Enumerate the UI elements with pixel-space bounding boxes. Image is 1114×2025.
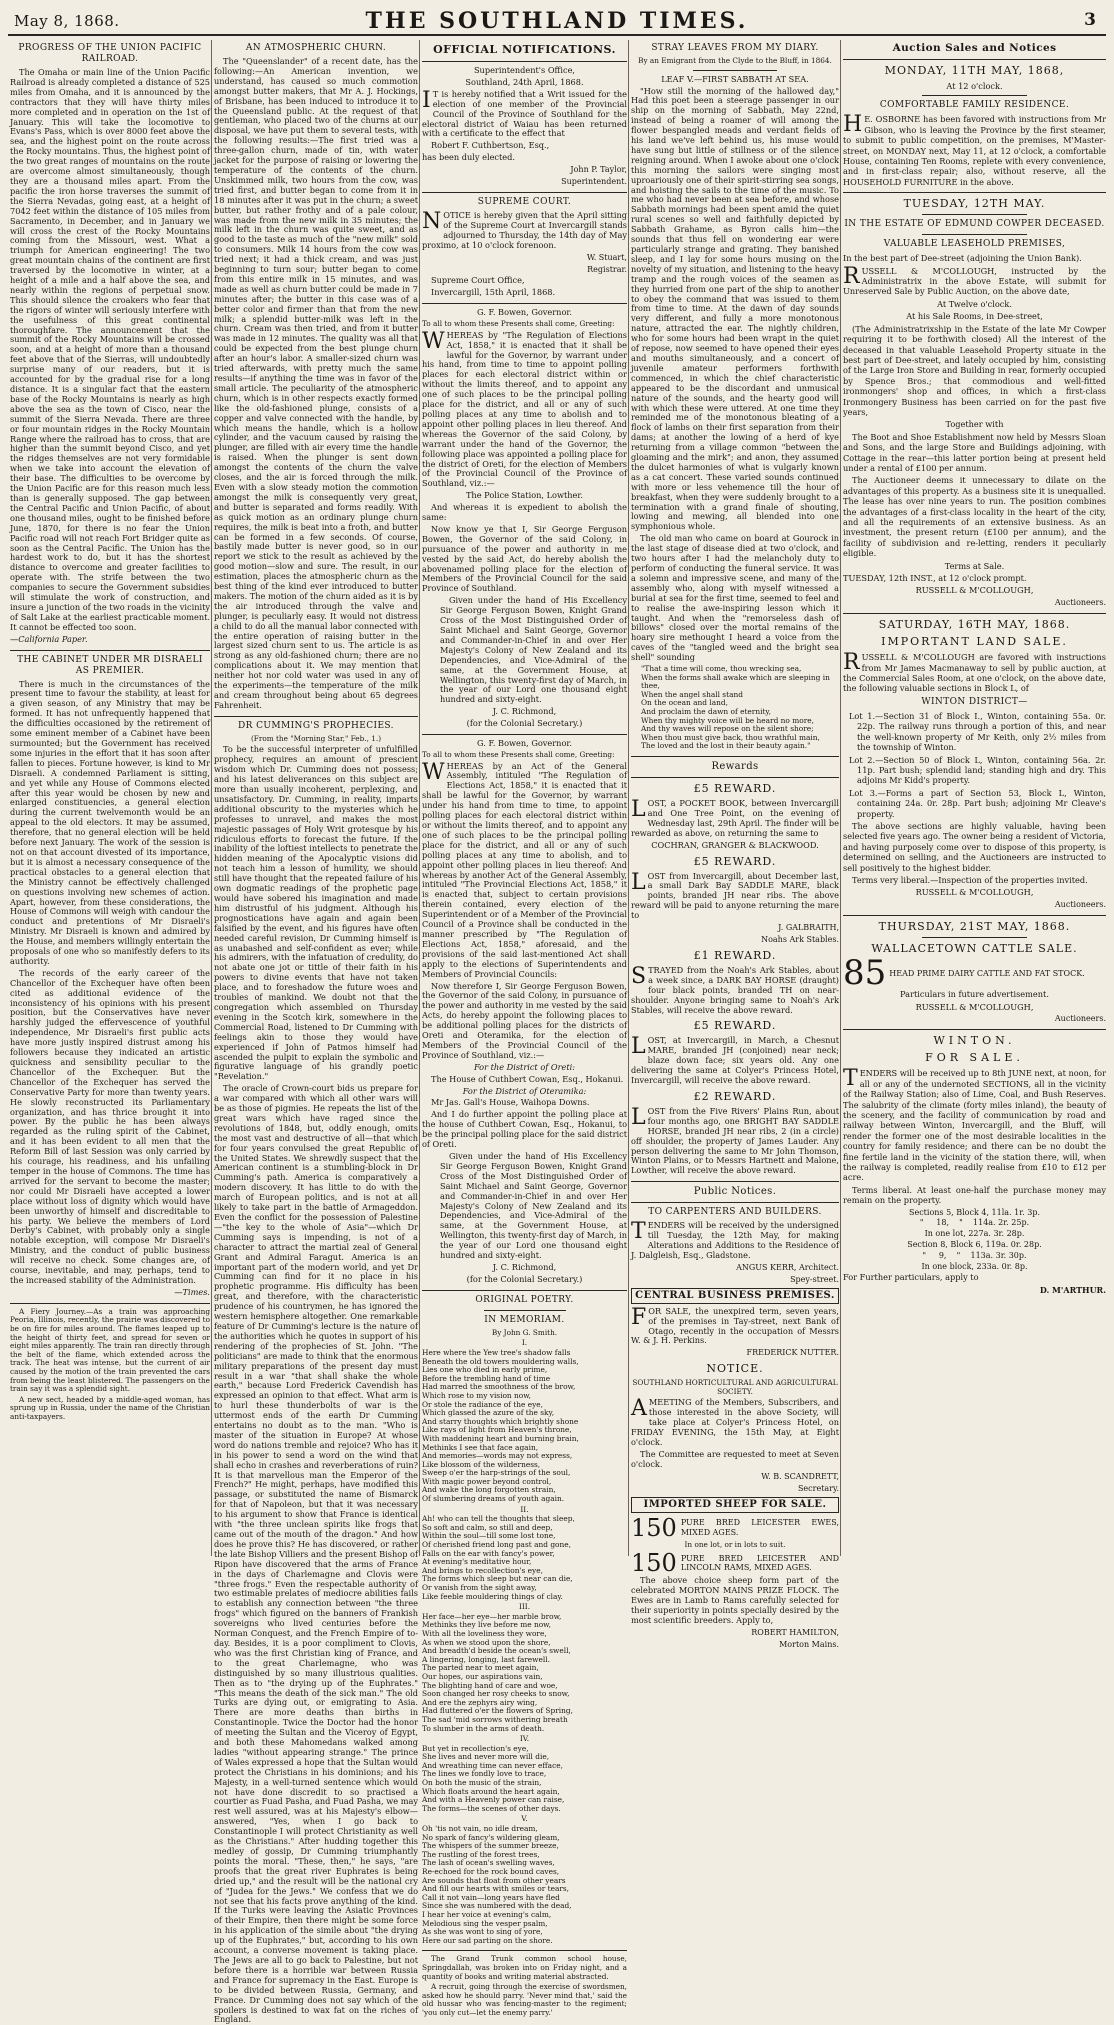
article-title: DR CUMMING'S PROPHECIES. — [238, 720, 394, 731]
lot-count: 150 — [631, 1513, 677, 1542]
auction-venue: At his Sale Rooms, in Dee-street, — [906, 311, 1043, 322]
auction-text: The Boot and Shoe Establishment now held by Messrs Sloan and Sons, and the large Store and Buildings adjoining, with Cottage in the rear—this latter portion being at present held under a rental of £100 per annum. — [843, 431, 1106, 473]
stanza-text: Here where the Yew tree's shadow falls Beneath the old towers mouldering walls, Lies one who died in early prime, Before the trembling hand of time Had marred the smoothness of the brow, Which rose to my vision now, Or stole the radiance of the eye, Which glassed the azure of the sky, And starry thoughts which brightly shone Like rays of light from Heaven's throne, With maddening heart and burning brain, Methinks I see that face again, And memories—words may not express, Like blossom of the wilderness, Sweep o'er the harp-strings of the soul, With magic power beyond control, And wake the long forgotten strain, Of slumbering dreams of youth again. — [422, 1347, 579, 1504]
stanza-number: III. — [518, 1602, 531, 1612]
reward-text: TRAYED from the Noah's Ark Stables, about a week since, a DARK BAY HORSE (draught) four black points, branded TH on near-shoulder. Anyone bringing same to Noah's Ark Stables, will receive the above reward. — [631, 964, 839, 1015]
notice-text: OTICE is hereby given that the April sitting of the Supreme Court at Invercargill stands adjourned to Thursday, the 14th day of May proximo, at 10 o'clock forenoon. — [422, 209, 627, 250]
divider — [10, 650, 210, 651]
news-paragraph: The Grand Trunk common school house, Springdallah, was broken into on Friday night, and a quantity of books and writing material abstracted. — [422, 1954, 627, 1981]
auction-time: At 12 o'clock. — [946, 81, 1003, 91]
auction-text: (The Administratrixship in the Estate of the late Mr Cowper requiring it to be forthwith closed) All the interest of the deceased in that valuable Leasehold Property situate in the best part of Dee-street, and lately occupied by him, consisting of the Large Iron Store and Building in rear, formerly occupied by Spence Bros.; that commodious and well-fitted ironmongers' shop and offices, in which a first-class Ironmongery Business has been carried on for the past five years, — [843, 323, 1106, 417]
signature: John P. Taylor, — [570, 165, 627, 175]
issue-date: May 8, 1868. — [14, 12, 120, 30]
notice-text: T is hereby notified that a Writ issued for the election of one member of the Provincial Council of the Province of Southland for the electoral district of Waiau has been returned with a certificate to the effect that — [422, 88, 627, 139]
section-entry: In one block, 233a. 0r. 8p. — [921, 1261, 1028, 1271]
article-paragraph: There is much in the circumstances of the present time to favour the stability, at least for a given season, of any Ministry that may be formed. It has not unfrequently happened that the difficulties occasioned by the retirement of some eminent member of a Cabinet have been surmounted; but the Government has received some injuries in the effort that it has soon after fallen to pieces. Fortune however, is kind to Mr Disraeli. A condemned Parliament is sitting, and yet while any House of Commons elected after this year would be chosen by new and enlarged constituencies, a general election during the current twelvemonth would be an appeal to the old electors. It may be assumed, therefore, that no general election will be held before next January. The work of the session is not on that account divested of its importance, but it is almost a necessary consequence of the practical obstacles to a general election that the Ministry cannot be effectively challenged on questions involving new schemes of action. Apart, however, from these considerations, the House of Commons will weigh with candour the conduct and pretentions of Mr Disraeli's Ministry. Mr Disraeli is known and admired by the House, and members willingly entertain the proposals of one who so manifestly defers to its authority. — [10, 678, 210, 966]
proclamation-text: Now know ye that I, Sir George Ferguson Bowen, the Governor of the said Colony, in pursuance of the power and authority in me vested by the said Act, do hereby abolish the abovenamed polling place for the election of Members of the Provincial Council for the said Province of Southland. — [422, 523, 627, 594]
divider — [631, 777, 839, 778]
drop-cap: I — [422, 87, 431, 113]
column-3 — [422, 40, 627, 2017]
drop-cap: A — [631, 1396, 647, 1422]
section-entry: In one lot, 227a. 3r. 28p. — [924, 1229, 1025, 1239]
divider — [843, 613, 1106, 614]
notice-name: Robert F. Cuthbertson, Esq., — [431, 140, 550, 151]
column-5 — [843, 40, 1106, 1556]
auction-heading: COMFORTABLE FAMILY RESIDENCE. — [879, 100, 1070, 111]
column-1 — [10, 40, 210, 1556]
column-4 — [631, 40, 839, 1649]
auction-text: For Further particulars, apply to — [843, 1272, 979, 1283]
signature: ANGUS KERR, Architect. — [736, 1262, 839, 1272]
reward-text: OST from the Five Rivers' Plains Run, about four months ago, one BRIGHT BAY SADDLE HORSE, branded JH near ribs, 2 (in a circle) off shoulder, the property of James Lauder. Any person delivering the same to Mr John Thomson, Winton Plains, or to Messrs Hartnett and Malone, Lowther, will receive the above reward. — [631, 1105, 839, 1176]
polling-place: Mr Jas. Gall's House, Waihopa Downs. — [431, 1097, 590, 1108]
stanza-text: But yet in recollection's eye, She lives and never more will die, And wreathing time can never efface, The lines we fondly love to trace, On both the music of the strain, Which floats around the heart again, And with a Heavenly power can raise, The forms—the scenes of other days. — [422, 1743, 565, 1813]
newspaper-title: THE SOUTHLAND TIMES. — [365, 8, 749, 34]
notice-subtitle: SOUTHLAND HORTICULTURAL AND AGRICULTURAL SOCIETY. — [632, 1378, 838, 1396]
proclamation-text: HEREAS by an Act of the General Assembly, intituled "The Regulation of Elections Act, 1858," it is enacted that it shall be lawful for the Governor, by warrant under his hand from time to time, to appoint polling places for each electoral district within or without the limits thereof, and to appoint any one of such places to be the principal polling place for the district, and all or any of such polling places at any time to abolish, and to appoint other polling places in lieu thereof: And whereas by another Act of the General Assembly, intituled "The Provincial Elections Act, 1858," it is enacted that, subject to certain provisions therein contained, every election of the Superintendent or of a Member of the Provincial Council of a Province shall be conducted in the manner prescribed by "The Regulation of Elections Act, 1858," aforesaid, and the provisions of the said last-mentioned Act shall apply to the elections of Superintendents and Members of Provincial Councils: — [422, 760, 627, 979]
auctioneer-name: RUSSELL & M'COLLOUGH, — [915, 887, 1034, 898]
notice-office: Supreme Court Office, — [431, 275, 525, 286]
stanza-text: Her face—her eye—her marble brow, Methinks they live before me now, With all the loveliness they wore, As when we stood upon the shore, And breadth'd beside the ocean's swell, A lingering, longing, last farewell. The parted near to meet again, Our hopes, our aspirations vain, The blighting hand of care and woe, Soon changed her rosy cheeks to snow, And ere the zephyrs airy wing, Had fluttered o'er the flowers of Spring, The sad 'mid sorrows withering breath To slumber in the arms of death. — [422, 1611, 573, 1733]
signature-title: (for the Colonial Secretary.) — [466, 718, 583, 729]
drop-cap: L — [631, 1034, 646, 1060]
article-paragraph: The records of the early career of the Chancellor of the Exchequer have often been cited as additional evidence of the inconsistency of his opinions with his present position, but the Conservatives have never harshly judged the effervescence of youthful independence, Mr Disraeli's first public acts have more justly inspired distrust among his followers because they indicated an artistic quickness and sensibility peculiar to the Chancellor of the Exchequer. But the Chancellor of the Exchequer has served the Conservative Party for more than twenty years. He slowly reconstructed its Parliamentary organization, and has thrice brought it into power. By the public he has been always regarded as the ruling spirit of the Cabinet, and it has been evident to all men that the Reform Bill of last Session was only carried by his courage, his readiness, and his unfailing temper in the house of Commons. The time has arrived for the servant to become the master; nor could Mr Disraeli have accepted a lower place without loss of dignity which would have been unworthy of himself and discreditable to his party. We believe the members of Lord Derby's Cabinet, with probably only a single notable exception, will compose Mr Disraeli's Ministry, and the conduct of public business will receive no check. Some changes are, of course, inevitable, and may, perhaps, tend to the increased stability of the Administration. — [10, 967, 210, 1285]
signature: D. M'ARTHUR. — [1039, 1284, 1106, 1295]
auction-time: At Twelve o'clock. — [937, 298, 1012, 309]
drop-cap: N — [422, 208, 442, 234]
column-2 — [214, 40, 419, 2025]
auction-heading: WINTON. — [933, 1034, 1016, 1048]
notice-text: MEETING of the Members, Subscribers, and those interested in the above Society, will take place at Colyer's Princess Hotel, on FRIDAY EVENING, the 15th May, at Eight o'clock. — [631, 1397, 839, 1448]
page-number: 3 — [1084, 10, 1096, 30]
divider — [631, 1202, 839, 1203]
signature: COCHRAN, GRANGER & BLACKWOOD. — [651, 839, 819, 850]
lot-description: PURE BRED LEICESTER AND LINCOLN RAMS, MIXED AGES. — [680, 1553, 839, 1573]
reward-amount: £5 REWARD. — [693, 782, 777, 795]
signature: W. Stuart, — [586, 252, 627, 262]
drop-cap: H — [843, 112, 863, 138]
notice-office: Superintendent's Office, — [473, 65, 576, 75]
proclamation-given: Given under the hand of His Excellency Sir George Ferguson Bowen, Knight Grand Cross of the Most Distinguished Order of Saint Michael and Saint George, Governor and Commander-in-Chief in and over Her Majesty's Colony of New Zealand and its Dependencies, and Vice-Admiral of the same, at the Government House, at Wellington, this twenty-first day of March, in the year of our Lord one thousand eight hundred and sixty-eight. — [440, 1151, 627, 1261]
masthead — [8, 6, 1106, 36]
drop-cap: R — [843, 263, 860, 289]
auction-date: MONDAY, 11TH MAY, 1868, — [884, 64, 1065, 77]
column-divider — [419, 40, 420, 1556]
notice-text: The Committee are requested to meet at Seven o'clock. — [631, 1448, 839, 1469]
signature-title: Superintendent. — [561, 177, 627, 187]
column-divider — [628, 40, 629, 1556]
auction-text: Together with — [945, 419, 1004, 430]
land-lot: Lot 3.—Forms a part of Section 53, Block L, Winton, containing 24a. 0r. 28p. Part bush; adjoining Mr Cleave's property. — [849, 787, 1106, 819]
divider — [422, 192, 627, 193]
lot-description: PURE BRED LEICESTER EWES, MIXED AGES. — [680, 1518, 839, 1537]
section-title: Public Notices. — [693, 1186, 777, 1198]
auctioneer-title: Auctioneers. — [1054, 1014, 1106, 1023]
stanza-text: Ah! who can tell the thoughts that sleep, So soft and calm, so still and deep, Within the soul—till some lost tone, Of cherished friend long past and gone, Falls on the ear with fancy's power, At evening's meditative hour, And brings to recollection's eye, The forms which sleep but near can die, Or vanish from the sight away, Like feeble mouldering things of clay. — [422, 1514, 575, 1601]
land-lot: Lot 1.—Section 31 of Block I., Winton, containing 55a. 0r. 22p. The railway runs through a portion of this, and near the well-known property of Mr Keith, only 2½ miles from the township of Winton. — [849, 710, 1106, 753]
section-entry: " 18, " 114a. 2r. 25p. — [919, 1218, 1030, 1228]
proclamation-greeting: To all to whom these Presents shall come, Greeting: — [422, 319, 615, 329]
article-paragraph: The old man who came on board at Gourock in the last stage of disease died at two o'clock, and two hours after I had the melancholy duty to perform of conducting the funeral service. It was a solemn and impressive scene, and many of the assembly who, along with myself witnessed a burial at sea for the first time, seemed to feel and to realise the awe-inspiring lesson which it taught. And when the "remorseless dash of billows" closed over the mortal remains of the hoary sire methought I heard a voice from the caves of the "tangled weed and the bright sea shell" sounding — [631, 533, 839, 663]
signature: J. C. Richmond, — [492, 1261, 557, 1272]
auction-text: The Auctioneer deems it unnecessary to dilate on the advantages of this property. As a business site it is unequalled. The lease has over nine years to run. The position combines the advantages of a first-class locality in the heart of the city, and all the requirements of an extensive business. As an investment, the present return (£100 per annum), and the facility of subdivision and re-letting, renders it peculiarly eligible. — [843, 475, 1106, 559]
proclamation-greeting: To all to whom these Presents shall come, Greeting: — [422, 749, 615, 759]
drop-cap: W — [422, 759, 445, 785]
article-paragraph: The Omaha or main line of the Union Pacific Railroad is already completed a distance of 525 miles from Omaha, and it is announced by the contractors that they will have thirty miles more completed and in operation on the 1st of January. This will take the locomotive to Evans's Pass, which is over 8000 feet above the sea, and the highest point on the route across the Rocky mountains. Thus, the highest point of the two great ranges of mountains on the route are overcome almost simultaneously, though they are a thousand miles apart. From the pacific the iron horse traverses the summit of the Sierra Nevadas, going east, at a height of 7042 feet within the distance of 105 miles from Sacramento, in December, and in January we will cross the crest of the Rocky Mountains coming from the Missouri, west. What a triumph for American engineering! The two great mountain chains of the continent are first traversed by the locomotive in winter, at a height of a mile and a half above the sea, and nearly within the regions of perpetual snow. This should silence the croakers who fear that the rigors of winter will seriously interfere with the usefulness of this great continental thoroughfare. The announcement that the summit of the Rocky Mountains will be crossed soon, and at a height of more than a thousand feet above that of the Sierras, will undoubtedly surprise many of our readers, but it is accounted for by the gradual rise for a long distance. It is a singular fact that the eastern base of the Rocky Mountains is nearly as high above the sea as the town of Cisco, near the summit of the Sierra Nevada. There are three or four mountain ridges in the Rocky Mountain Range where the railroad has to cross, that are higher than the summit beyond Cisco, and yet the ridges themselves are not very formidable when we take into account the elevation of their base. The difficulties to be overcome by the Union Pacific are for this reason much less than is generally supposed. The gap between the Central Pacific and Union Pacific, of about one thousand miles, ought to be finished before June, 1870, for there is no fear the Union Pacific road will not reach Fort Bridger quite as soon as the Central Pacific. The Union has the hardest work to do, but it has the shortest distance to overcome and greater facilities to operate with. The strife between the two companies to secure the Government subsidies will stimulate the work of construction, and insure a junction of the two roads in the vicinity of Salt Lake at the earliest practicable moment. It cannot be effected too soon. — [10, 67, 210, 632]
divider — [843, 915, 1106, 916]
notice-title: TO CARPENTERS AND BUILDERS. — [648, 1207, 822, 1218]
divider — [922, 937, 1027, 938]
drop-cap: T — [843, 1066, 858, 1092]
drop-cap: R — [843, 650, 860, 676]
sheep-lot — [631, 1513, 839, 1542]
auction-terms: Terms liberal. At least one-half the purchase money may remain on the property. — [843, 1184, 1106, 1206]
section-entry: Sections 5, Block 4, 11la. 1r. 3p. — [908, 1207, 1041, 1217]
notice-text: The above choice sheep form part of the celebrated MORTON MAINS PRIZE FLOCK. The Ewes are in Lamb to Rams carefully selected for their superiority in points specially desired by the most scientific breeders. Apply to, — [631, 1575, 839, 1625]
drop-cap: L — [631, 797, 646, 822]
notice-title: SUPREME COURT. — [477, 196, 572, 207]
stanza-number: I. — [521, 1338, 528, 1348]
auctioneer-title: Auctioneers. — [1054, 597, 1106, 607]
auction-text: In the best part of Dee-street (adjoining the Union Bank). — [843, 253, 1082, 264]
drop-cap: T — [631, 1219, 646, 1245]
reward-amount: £1 REWARD. — [693, 948, 777, 962]
notice-text: ENDERS will be received by the undersigned till Tuesday, the 12th May, for making Alterations and Additions to the Residence of J. Dalgleish, Esq., Gladstone. — [631, 1220, 839, 1260]
notice-text: OR SALE, the unexpired term, seven years, of the premises in Tay-street, next Bank of Otago, recently in the occupation of Messrs W. & J. H. Perkins. — [631, 1305, 839, 1346]
notice-date: Invercargill, 15th April, 1868. — [431, 287, 556, 298]
stanza-number: II. — [520, 1504, 529, 1514]
auction-text: The above sections are highly valuable, having been selected five years ago. The owner being a resident of Victoria, and having purposely come over to dispose of this property, is determined on selling, and the Auctioneers are instructed to sell positively to the highest bidder. — [843, 820, 1106, 873]
reward-text: OST, at Invercargill, in March, a Chesnut MARE, branded JH (conjoined) near neck; blaze down face; six years old. Any one delivering the same at Colyer's Princess Hotel, Invercargill, will receive the above reward. — [631, 1035, 839, 1086]
divider — [631, 1181, 839, 1182]
notice-text: has been duly elected. — [422, 152, 516, 163]
divider — [631, 756, 839, 757]
auction-heading: IMPORTANT LAND SALE. — [881, 635, 1068, 649]
auction-heading: WINTON DISTRICT— — [921, 696, 1028, 707]
auction-heading: FOR SALE. — [925, 1051, 1024, 1065]
article-paragraph: "How still the morning of the hallowed day," Had this poet been a steerage passenger in our ship on the morning of Sabbath, May 22nd, instead of being a roamer of will among the flower bespangled meads and verdant fields of his land we've left behind us, his muse would have sung but little of stillness or of the silence reigning around. When I awoke about one o'clock this morning the sailors were singing most uproariously one of their spirit-stirring sea songs, and hoisting the sails to the time of the music. To me who had never been at sea before, and whose Sabbath mornings had been spent amid the quiet rural scenes so well and faithfully depicted by Sabbath Grahame, as Byron calls him—the sounds that thus fell on wondering ear were particularly strange and grating. They banished sleep, and I lay for some hours musing on the novelty of my situation, and listening to the heavy tramp and the rough voices of the seamen as they hurried from one part of the ship to another to obey the command that was issued to them from time to time. At the dawn of day sounds very different, and fully a more monotonous nature, attracted the ear. The nightly children, who for some hours had been wrapt in the quiet of repose, now seemed to have opened their eyes and mouths simultaneously, and a concert of juvenile amateur performers forthwith commenced, in which the chief characteristic appeared to be the discordant and unmusical nature of the sounds, and the hearty good will with which these were uttered. At one time they reminded me of the monotonous bleating of a flock of lambs on their first separation from their dams; at another the lowing of a herd of kye returning from a village common "between the gloaming and the mirk"; and anon, they assumed the dulcet harmonies of what is vulgarly known as a cat concert. These varied sounds continued with more or less vehemence till the hour of breakfast, when they were suddenly brought to a termination with a grand finale of shouting, lowing and mewing, all blended into one symphonious whole. — [631, 85, 839, 532]
divider — [422, 61, 627, 62]
divider — [484, 1310, 566, 1311]
article-paragraph: The oracle of Crown-court bids us prepare for a war compared with which all other wars will be as those of pigmies. He repeats the list of the great wars which have raged since the revolutions of 1848, but, oddly enough, omits the most vast and destructive of all—that which for four years convulsed the great Republic of the United States. We shrewdly suspect that the American continent is a stumbling-block in Dr Cumming's path. America is comparatively a modern discovery. It has little to do with the march of European politics, and is not at all likely to take part in the battle of Armageddon. Even the conflict for the possession of Palestine—"the key to the whole of Asia"—which Dr Cumming says is impending, is not of a character to attract the martial zeal of General Grant and Admiral Faragut. America is an important part of the modern world, and yet Dr Cumming can find for it no place in his prophetic programme. His difficulty has been great, and therefore, with the characteristic prudence of his countrymen, he has ignored the western hemisphere altogether. One remarkable feature of Dr Cumming's lecture is the nature of the authorities which he quotes in support of his rendering of the prophecies of St. John. "The politicians" are made to think that the enormous military preparations of the present day must result in a war "that shall shake the whole earth," because Lord Frederick Cavendish has expressed an opinion to that effect. What arm is to hurl these thunderbolts of war is the uttermost ends of the earth Dr Cumming entertains no doubt as to the man. "Who is master of the situation in Europe? At whose word do nations tremble and rejoice? Who has it in his power to send a word on the wind that shall echo in crashes and reverberations of ruin? It is that marvellous man the Emperor of the French?" He might, perhaps, have modified this passage, or substituted the name of Bismarck for that of Napoleon, but that it was necessary to his argument to show that France is identical with "the three unclean spirits like frogs that came out of the mouth of the dragon." And how does he prove this? He has discovered, or rather the late Bishop Villiers and the present Bishop of Ripon have discovered that the arms of France in the days of Charlemagne and Clovis were "three frogs." Even the respectable authority of two estimable prelates of mediocre abilities fails to establish any connection between "the three frogs" which figured on the banners of Frankish sovereigns who lived centuries before the Norman Conquest, and the French Empire of to-day. Besides, it is a poor compliment to Clovis, who was the first Christian king of France, and to the great Charlemagne, who was distinguished by so many illustrious qualities. Then as to "the drying up of the Euphrates." "This means the death of the sick man." The old Turks are dying out, or emigrating to Asia. There are more deaths than births in Constantinople. Twice the Doctor had the honor of meeting the Sultan and the Viceroy of Egypt, and both these Mahomedans walked among ladies "without appearing strange." The prince of Wales expressed a hope that the Sultan would protect the Christians in his dominions; and his Majesty, in a well-turned sentence which would not have done discredit to so practised a courtier as Fuad Pasha, and Fuad Pasha, we may rest well assured, was at his Majesty's elbow—answered, "Yes, when I go back to Constantinople I will protect Christianity as well as the Christians." After hudding together this medley of gossip, Dr Cumming triumphantly points the moral. "These, then," he says, "are proofs that the great river Euphrates is being dried up," and the result will be the national cry of "Judea for the Jews." We confess that we do not see that his facts prove anything of the kind. If the Turks were leaving the Asiatic Provinces of their Empire, then there might be some force in his application of the simile about "the drying up of the Euphrates," but, according to his own account, a converse movement is taking place. The Jews are all to go back to Palestine, but not before there is a horrible war between Russia and France for supremacy in the East. Europe is to be divided between Russia, Germany, and France. Dr Cumming does not say which of the spoilers is destined to wax fat on the riches of England. — [214, 1083, 419, 2025]
signature: W. B. SCANDRETT, — [761, 1471, 839, 1481]
divider — [422, 1950, 627, 1951]
auction-text: USSELL & M'COLLOUGH, instructed by the Administratrix in the above Estate, will submit for Unreserved Sale by Public Auction, on the above date, — [843, 265, 1106, 297]
reward-amount: £5 REWARD. — [693, 1019, 777, 1033]
divider — [843, 59, 1106, 60]
section-list — [843, 1208, 1106, 1273]
signature: FREDERICK NUTTER. — [746, 1348, 839, 1358]
proclamation-given: Given under the hand of His Excellency Sir George Ferguson Bowen, Knight Grand Cross of the Most Distinguished Order of Saint Michael and Saint George, Governor and Commander-in-Chief in and over Her Majesty's Colony of New Zealand and its Dependencies, and Vice-Admiral of the same, at the Government House, at Wellington, this twenty-first day of March, in the year of our Lord one thousand eight hundred and sixty-eight. — [440, 595, 627, 705]
stanza-number: V. — [521, 1814, 528, 1824]
lot-description: HEAD PRIME DAIRY CATTLE AND FAT STOCK. — [889, 968, 1085, 978]
signature-title: Spey-street. — [790, 1274, 839, 1284]
divider — [922, 234, 1027, 235]
article-title: THE CABINET UNDER MR DISRAELI AS PREMIER. — [17, 654, 203, 676]
section-entry: Section 8, Block 6, 119a. 0r. 28p. — [907, 1240, 1042, 1250]
article-title: AN ATMOSPHERIC CHURN. — [245, 43, 387, 53]
article-byline: By an Emigrant from the Clyde to the Bluff, in 1864. — [638, 56, 832, 65]
signature-title: Noahs Ark Stables. — [761, 934, 839, 944]
news-paragraph: A Fiery Journey.—As a train was approaching Peoria, Illinois, recently, the prairie was discovered to be on fire for miles around. The flames leaped up to the height of thirty feet, and spread for seven or eight miles apparently. The train ran directly through the belt of the flame, which extended across the track. The heat was intense, but the current of air caused by the motion of the train prevented the cars from being the least blistered. The passengers on the train say it was a splendid sight. — [10, 1306, 210, 1394]
proclamation-text: And I do further appoint the polling place at the house of Cuthbert Cowan, Esq., Hokanui, to be the principal polling place for the said district of Oreti. — [422, 1109, 627, 1150]
sheep-lot — [631, 1549, 839, 1578]
drop-cap: S — [631, 963, 647, 989]
auctioneer-name: RUSSELL & M'COLLOUGH, — [915, 585, 1034, 596]
notice-date: Southland, 24th April, 1868. — [465, 76, 584, 87]
section-title: ORIGINAL POETRY. — [475, 1294, 574, 1305]
land-lot: Lot 2.—Section 50 of Block L, Winton, containing 56a. 2r. 11p. Part bush; splendid land; standing high and dry. This adjoins Mr Kidd's property. — [849, 754, 1106, 786]
lot-note: In one lot, or in lots to suit. — [684, 1539, 786, 1549]
poem — [422, 1339, 627, 1945]
polling-place: The House of Cuthbert Cowan, Esq., Hokanui. — [431, 1073, 624, 1084]
news-paragraph: A new sect, headed by a middle-aged woman, has sprung up in Russia, under the name of the Christian anti-taxpayers. — [10, 1394, 210, 1421]
district-label: For the District of Oteramika: — [462, 1085, 587, 1096]
stanza-text: Oh 'tis not vain, no idle dream, No spark of fancy's wildering gleam, The whispers of the summer breeze, The rustling of the forest trees, The lash of ocean's swelling waves, Re-echoed for the rock bound caves, Are sounds that float from other years And fill our hearts with smiles or tears, Call it not vain—long years have fled Since she was numbered with the dead, I hear her voice at evening's calm, Melodious sing the vesper psalm, As she was wont to sing of yore, Here our sad parting on the shore. — [422, 1824, 572, 1945]
section-title: Rewards — [711, 761, 759, 772]
notice-title: IMPORTED SHEEP FOR SALE. — [631, 1497, 839, 1513]
drop-cap: F — [631, 1304, 647, 1330]
article-title: PROGRESS OF THE UNION PACIFIC RAILROAD. — [18, 43, 202, 64]
article-paragraph: To be the successful interpreter of unfulfilled prophecy, requires an amount of prescient wisdom which Dr. Cumming does not possess; and his latest deliverances on this subject are more than usually incoherent, perplexing, and unsatisfactory. Dr. Cumming, in reality, imparts additional obscurity to the mysteries which he professes to unravel, and makes the most majestic passages of Holy Writ grotesque by his ridiculous efforts to forecast the future. If the inability of the loftiest intellects to penetrate the hidden meaning of the Apocalyptic visions did not teach him a lesson of humility, we should still have thought that the repeated failure of his own dogmatic readings of the prophetic page would have sobered his imagination and made him distrustful of his judgment. Although his prognostications have again and again been falsified by the event, and his figures have often needed careful revision, Dr Cumming himself is as unabashed and self-confident as ever; while his admirers, with the infatuation of credulity, do not abate one jot or tittle of their faith in his powers to divine events that have not taken place, and to foreshadow the future woes and troubles of mankind. We doubt not that the congregation which assembled on Thursday evening in the Scotch kirk, somewhere in the Commercial Road, listened to Dr Cumming with feelings akin to those they would have experienced if John of Patmos himself had ascended the pulpit to explain the symbolic and figurative language of his grandly poetic "Revelation." — [214, 744, 418, 1082]
signature-title: Registrar. — [587, 264, 627, 274]
notice-title: NOTICE. — [706, 1362, 764, 1376]
divider — [422, 734, 627, 735]
article-title: STRAY LEAVES FROM MY DIARY. — [651, 43, 819, 53]
article-subtitle: LEAF V.—FIRST SABBATH AT SEA. — [661, 73, 809, 84]
poem-author: By John G. Smith. — [491, 1327, 558, 1337]
divider — [422, 303, 627, 304]
signature-title: Secretary. — [797, 1483, 839, 1493]
auction-heading: WALLACETOWN CATTLE SALE. — [871, 942, 1078, 956]
auction-heading: IN THE ESTATE OF EDMUND COWPER DECEASED. — [844, 219, 1105, 230]
section-entry: " 9, " 113a. 3r. 30p. — [922, 1250, 1027, 1260]
proclamation-text: HEREAS by "The Regulation of Elections Act, 1858," it is enacted that it shall be lawful for the Governor, by warrant under his hand, from time to time to appoint polling places for each electoral district within or without the limits thereof, and to appoint any one of such places to be the principal polling place for the district, and all or any of such polling places at any time to abolish and to appoint other polling places in lieu thereof. And whereas the Governor of the said Colony, by warrant under the hand of the Governor, the following place was appointed a polling place for the district of Oreti, for the election of Members of the Provincial Council of the Province of Southland, viz.:— — [422, 329, 627, 489]
signature: ROBERT HAMILTON, — [751, 1627, 839, 1637]
polling-place: The Police Station, Lowther. — [465, 490, 584, 501]
signature-title: (for the Colonial Secretary.) — [466, 1273, 583, 1284]
drop-cap: L — [631, 869, 646, 895]
proclamation-head: G. F. Bowen, Governor. — [476, 738, 572, 749]
section-title: OFFICIAL NOTIFICATIONS. — [433, 43, 616, 56]
section-title: Auction Sales and Notices — [892, 42, 1057, 54]
auction-text: Particulars in future advertisement. — [900, 989, 1049, 1000]
auction-heading: VALUABLE LEASEHOLD PREMISES, — [883, 239, 1066, 250]
article-source: —Times. — [174, 1286, 210, 1297]
lot-list — [843, 711, 1106, 819]
auction-terms: Terms at Sale. — [944, 560, 1005, 571]
verse-quote: "That a time will come, thou wrecking sea, When the forms shall awake which are sleeping in thee, When the angel shall stand On the ocean and land, And proclaim the dawn of eternity, When thy mighty voice will be heard no more, And thy waves will repose on the silent shore; When thou must give back, thou wrathful main, The loved and the lost in their beauty again." — [641, 664, 830, 751]
article-source: (From the "Morning Star," Feb., 1.) — [250, 733, 382, 743]
reward-amount: £5 REWARD. — [693, 854, 777, 868]
divider — [922, 95, 1027, 96]
news-paragraph: A recruit, going through the exercise of swordsmen, asked how he should parry. 'Never mind that,' said the old hussar who was fencing-master to the regiment; 'you only cut—let the enemy parry.' — [422, 1982, 627, 2017]
divider — [693, 70, 776, 71]
signature: J. GALBRAITH, — [778, 923, 839, 933]
drop-cap: W — [422, 328, 445, 354]
proclamation-text: And whereas it is expedient to abolish the same: — [422, 502, 627, 523]
column-divider — [211, 40, 212, 1556]
district-label: For the District of Oreti: — [473, 1061, 576, 1072]
auction-date: TUESDAY, 12th INST., at 12 o'clock prompt. — [843, 573, 1027, 584]
stanza-number: IV. — [519, 1734, 530, 1744]
auction-text: ENDERS will be received up to 8th JUNE next, at noon, for all or any of the undernoted SECTIONS, all in the vicinity of the Railway Station; also of Lime, Coal, and Bush Reserves. The salubrity of the climate (forty miles inland), the beauty of the scenery, and the facility of communication by road and railway between Winton, Invercargill, and the Bluff, will render the former one of the most desirable localities in the country for family residence; and there can be no doubt the fine fertile land in the vicinity of the station there, will, when the railway is completed, readily realise from £10 to £12 per acre. — [843, 1068, 1106, 1183]
auctioneer-name: RUSSELL & M'COLLOUGH, — [915, 1001, 1034, 1012]
signature: J. C. Richmond, — [492, 706, 557, 717]
auction-text: USSELL & M'COLLOUGH are favored with instructions from Mr James Macmanaway to sell by public auction, at the Commercial Sales Room, at one o'clock, on the above date, the following valuable sections in Block L, of — [843, 652, 1106, 694]
reward-text: OST, a POCKET BOOK, between Invercargill and One Tree Point, on the evening of Wednesday last, 29th April. The finder will be rewarded as above, on returning the same to — [631, 798, 839, 838]
divider — [922, 214, 1027, 215]
proclamation-head: G. F. Bowen, Governor. — [476, 307, 572, 318]
divider — [214, 716, 418, 717]
divider — [843, 192, 1106, 193]
reward-amount: £2 REWARD. — [693, 1089, 777, 1103]
auction-date: THURSDAY, 21ST MAY, 1868. — [878, 920, 1071, 934]
auction-text: E. OSBORNE has been favored with instructions from Mr Gibson, who is leaving the Province by the first steamer, to submit to public competition, on the premises, M'Master-street, on MONDAY next, May 11, at 12 o'clock, a comfortable House, containing Ten Rooms, replete with every convenience, and in first-class repair; also, without reserve, all the HOUSEHOLD FURNITURE in the above. — [843, 114, 1106, 187]
divider — [422, 1290, 627, 1291]
notice-title: CENTRAL BUSINESS PREMISES. — [631, 1288, 839, 1304]
cattle-lot — [843, 953, 1106, 994]
reward-text: OST from Invercargill, about December last, a small Dark Bay SADDLE MARE, black points, branded JH near ribs. The above reward will be paid to anyone returning the mare to — [631, 870, 839, 921]
auction-terms: Terms very liberal.—Inspection of the properties invited. — [852, 874, 1088, 885]
auction-date: SATURDAY, 16TH MAY, 1868. — [878, 618, 1071, 632]
poem-title: IN MEMORIAM. — [484, 1314, 565, 1325]
column-divider — [840, 40, 841, 1556]
divider — [843, 1029, 1106, 1030]
signature-title: Morton Mains. — [779, 1639, 839, 1649]
lot-count: 150 — [631, 1549, 677, 1578]
auction-date: TUESDAY, 12TH MAY. — [903, 197, 1046, 211]
article-paragraph: The "Queenslander" of a recent date, has the following:—An American invention, we understand, has caused so much commotion amongst butter makers, that Mr A. J. Hockings, of Brisbane, has been induced to introduce it to the Queensland public. At the request of that gentleman, who placed two of the churns at our disposal, we have put them to several tests, with the following results:—The first tried was a three-gallon churn, made of tin, with water jacket for the purpose of raising or lowering the temperature of the contents of the churn. Unskimmed milk, two hours from the cow, was tried first, and butter began to come from it in 18 minutes after it was put in the churn; a sweet butter, but rather frothy and of a pale colour, was made from the new milk in 35 minutes; the milk left in the churn was quite sweet, and as good to the taste as much of the "new milk" sold to consumers. Milk 14 hours from the cow was tried next; it had a thick cream, and was just beginning to turn sour; butter began to come from this entire milk in 15 minutes, and was made as well as churn butter could be made in 7 minutes after; the butter in this case was of a better color and firmer than that from the new milk; a splendid butter-milk was left in the churn. Cream was then tried, and from it butter was made in 12 minutes. The quality was all that could be expected from the best plunge churn after an hour's labor. A smaller-sized churn was tried afterwards, with pretty much the same results—if anything the time was in favor of the small article. The peculiarity of the atmospheric churn, which is in other respects exactly formed like the old-fashioned plunge, consists of a copper and valve connected with the handle, by which means the handle, which is a hollow cylinder, and the vacuum caused by raising the plunger, are filled with air every time the handle is raised. When the plunger is sent down amongst the contents of the churn the valve closes, and the air is forced through the milk. Even with a slow steady motion the commotion amongst the milk is consequently very great, and butter is separated and forms readily. With as quick motion as an ordinary plunge churn requires, the milk is beat into a froth, and butter can be formed in a few seconds. Of course, bastily made butter is never good, so in our report we stick to the result as achieved by the good motion—slow and sure. The result, in our estimation, places the atmospheric churn as the best thing of the kind ever introduced to butter makers. The motion of the churn aided as it is by the air introduced through the valve and plunger, is peculiarly easy. It would not distress a child to do all the manual labor connected with the entire operation of raising butter in the largest sized churn sent to us. The article is as strong as any old-fashioned churn; there are no complications about it. We may mention that neither hot nor cold water was used in any of the experiments—the temperature of the milk and cream throughout being about 65 degrees Fahrenheit. — [214, 56, 418, 710]
divider — [10, 1303, 210, 1304]
lot-count: 85 — [843, 953, 887, 994]
drop-cap: L — [631, 1104, 646, 1130]
auctioneer-title: Auctioneers. — [1054, 899, 1106, 909]
proclamation-text: Now therefore I, Sir George Ferguson Bowen, the Governor of the said Colony, in pursuance of the power and authority in me vested by the said Acts, do hereby appoint the following places to be additional polling places for the districts of Oreti and Oteramika, for the election of Members of the Provincial Council of the Province of Southland, viz.:— — [422, 980, 627, 1060]
article-source: —California Paper. — [10, 633, 88, 644]
